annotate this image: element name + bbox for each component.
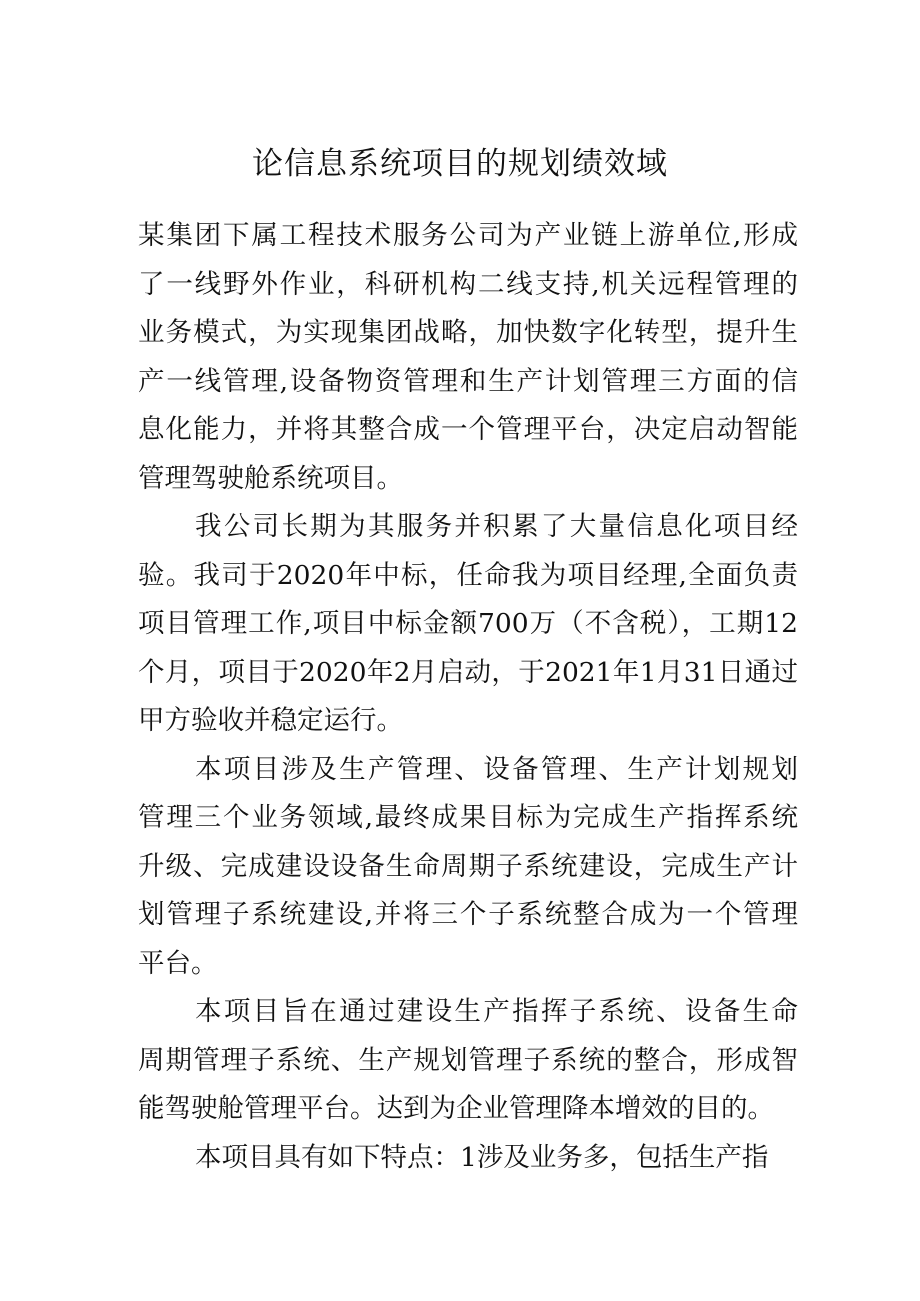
text-line: 周期管理子系统、生产规划管理子系统的整合，形成智	[138, 1044, 798, 1076]
text-line: 业务模式，为实现集团战略，加快数字化转型，提升生	[138, 317, 798, 348]
paragraph-intro	[138, 212, 798, 503]
text-line: 划管理子系统建设,并将三个子系统整合成为一个管理	[138, 899, 798, 930]
text-line: 升级、完成建设设备生命周期子系统建设，完成生产计	[138, 850, 798, 882]
text-line: 个月，项目于2020年2月启动，于2021年1月31日通过	[138, 656, 798, 688]
text-line: 能驾驶舱管理平台。达到为企业管理降本增效的目的。	[138, 1093, 774, 1124]
text-line: 平台。	[138, 947, 218, 979]
document-title: 论信息系统项目的规划绩效域	[252, 146, 668, 182]
text-line: 验。我司于2020年中标，任命我为项目经理,全面负责	[138, 559, 798, 591]
text-line: 息化能力，并将其整合成一个管理平台，决定启动智能	[138, 414, 798, 445]
text-line: 我公司长期为其服务并积累了大量信息化项目经	[195, 511, 798, 542]
text-line: 管理三个业务领域,最终成果目标为完成生产指挥系统	[138, 802, 798, 833]
paragraph-scope	[138, 746, 798, 989]
document-body	[138, 212, 798, 1182]
text-line: 某集团下属工程技术服务公司为产业链上游单位,形成	[138, 220, 798, 251]
text-line: 管理驾驶舱系统项目。	[138, 462, 403, 494]
text-line: 本项目具有如下特点：1涉及业务多，包括生产指	[195, 1141, 769, 1173]
text-line: 本项目旨在通过建设生产指挥子系统、设备生命	[195, 996, 798, 1027]
text-line: 了一线野外作业，科研机构二线支持,机关远程管理的	[138, 268, 798, 300]
text-line: 项目管理工作,项目中标金额700万（不含税），工期12	[138, 608, 798, 639]
text-line: 甲方验收并稳定运行。	[138, 705, 403, 736]
text-line: 本项目涉及生产管理、设备管理、生产计划规划	[195, 753, 798, 785]
paragraph-features	[138, 1134, 798, 1183]
paragraph-goal	[138, 988, 798, 1134]
paragraph-experience	[138, 503, 798, 746]
text-line: 产一线管理,设备物资管理和生产计划管理三方面的信	[138, 365, 798, 397]
